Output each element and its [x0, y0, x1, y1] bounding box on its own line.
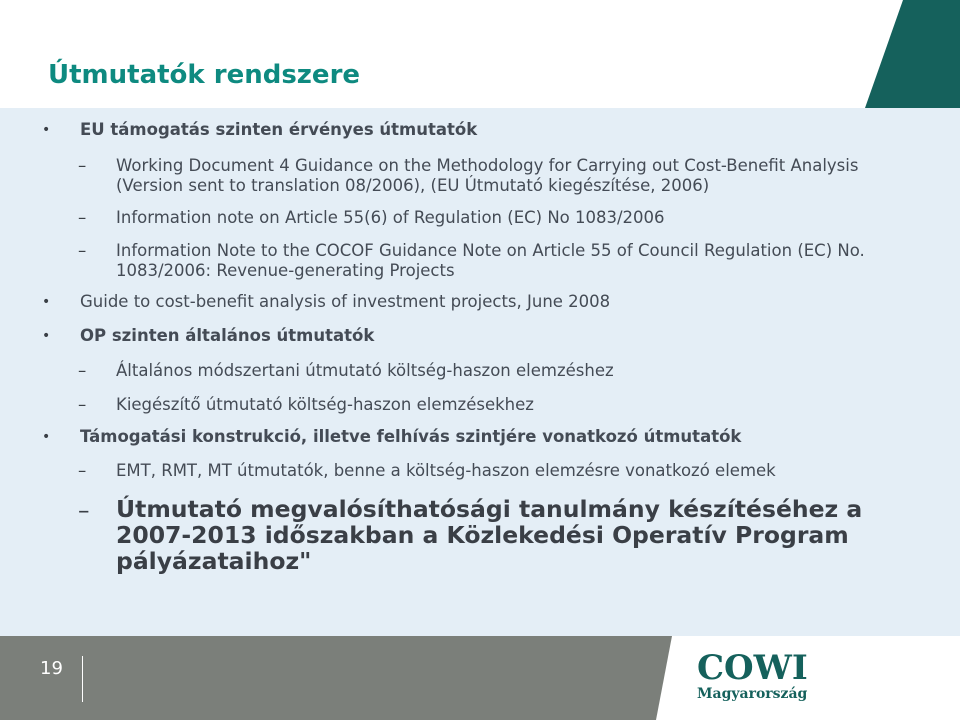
- dash-icon: –: [78, 241, 87, 260]
- dash-icon: –: [78, 361, 87, 380]
- sub-information-note: Information note on Article 55(6) of Regulation (EC) No 1083/2006: [116, 208, 665, 227]
- dash-icon: –: [78, 498, 90, 524]
- slide-body: [0, 108, 960, 636]
- bullet-icon: •: [42, 328, 51, 344]
- bullet-eu-guides: EU támogatás szinten érvényes útmutatók: [80, 120, 478, 139]
- bullet-op-guides: OP szinten általános útmutatók: [80, 326, 375, 345]
- bullet-icon: •: [42, 429, 51, 445]
- slide-title: Útmutatók rendszere: [48, 60, 361, 90]
- page-number: 19: [40, 658, 63, 679]
- sub-general-method-guide: Általános módszertani útmutató költség-haszon elemzéshez: [116, 361, 614, 380]
- bullet-construction-guides: Támogatási konstrukció, illetve felhívás szintjére vonatkozó útmutatók: [80, 427, 742, 446]
- bullet-cba-guide: Guide to cost-benefit analysis of investment projects, June 2008: [80, 292, 611, 311]
- sub-emt-guides: EMT, RMT, MT útmutatók, benne a költség-haszon elemzésre vonatkozó elemek: [116, 461, 776, 480]
- logo-wordmark: COWI: [697, 648, 808, 688]
- sub-supplementary-guide: Kiegészítő útmutató költség-haszon elemzésekhez: [116, 395, 534, 414]
- dash-icon: –: [78, 156, 87, 175]
- logo-subtitle: Magyarország: [697, 686, 808, 702]
- sub-cocof-note: Information Note to the COCOF Guidance Note on Article 55 of Council Regulation (EC) No. 1083/2006: Revenue-generating Projects: [116, 241, 865, 280]
- dash-icon: –: [78, 208, 87, 227]
- dash-icon: –: [78, 461, 87, 480]
- footer-divider: [82, 656, 83, 702]
- bullet-icon: •: [42, 294, 51, 310]
- sub-working-document: Working Document 4 Guidance on the Methodology for Carrying out Cost-Benefit Analysis (Version sent to translation 08/2006), (EU Útmutató kiegészítése, 2006): [116, 156, 859, 195]
- corner-accent-top: [865, 0, 960, 108]
- sub-feasibility-guide: Útmutató megvalósíthatósági tanulmány készítéséhez a 2007-2013 időszakban a Közlekedési Operatív Program pályázataihoz": [116, 495, 863, 575]
- bullet-icon: •: [42, 122, 51, 138]
- header-band: [0, 0, 960, 108]
- cowi-logo: [697, 648, 822, 710]
- dash-icon: –: [78, 395, 87, 414]
